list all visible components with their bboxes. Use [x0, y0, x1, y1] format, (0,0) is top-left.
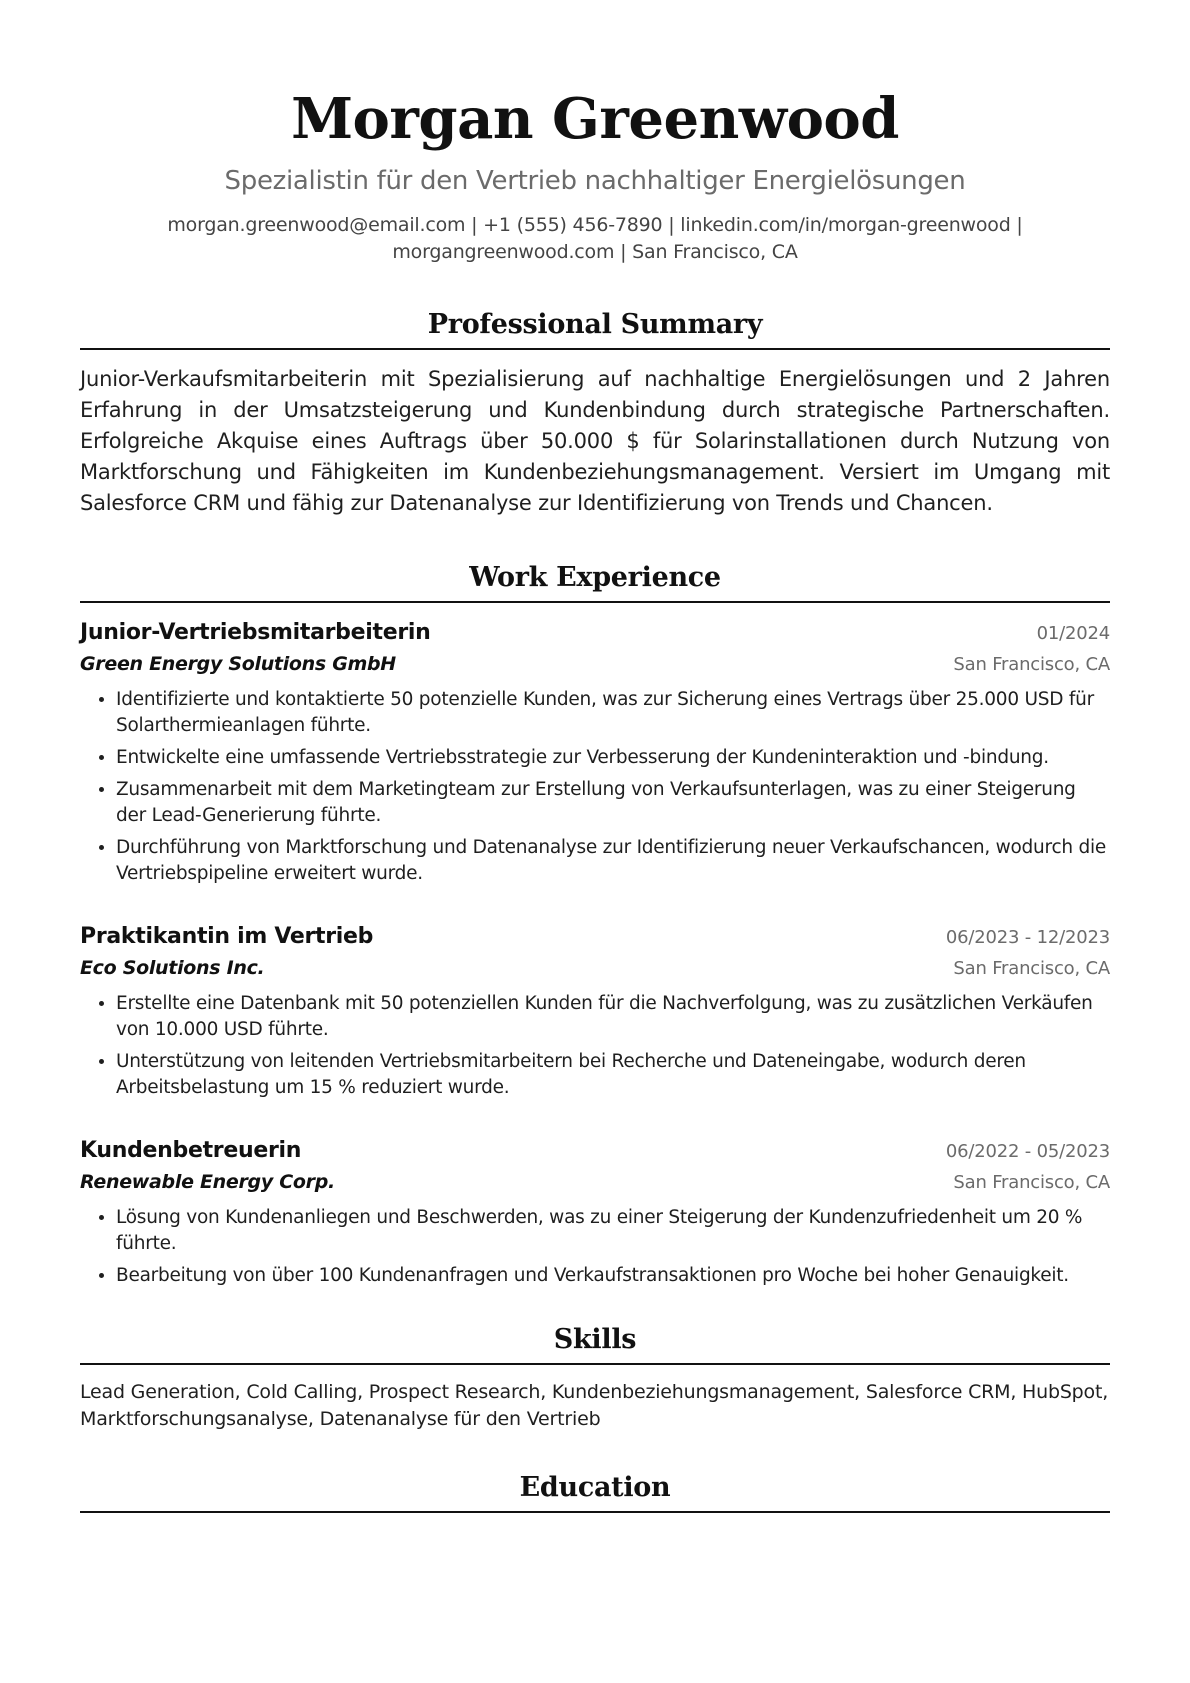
job-header-row: [80, 921, 1110, 953]
job-bullets: [80, 1205, 1110, 1289]
job-bullet: • Bearbeitung von über 100 Kundenanfragen und Verkaufstransaktionen pro Woche bei hoher Genauigkeit.: [116, 1263, 1110, 1289]
job-location: San Francisco, CA: [953, 958, 1110, 979]
job-company-row: [80, 1167, 1110, 1197]
job-entry: [80, 617, 1110, 887]
job-title: Kundenbetreuerin: [80, 1138, 302, 1163]
summary-text: Junior-Verkaufsmitarbeiterin mit Spezialisierung auf nachhaltige Energielösungen und 2 Jahren Erfahrung in der Umsatzsteigerung und Kundenbindung durch strategische Partnerschaften. Erfolgreiche Akquise eines Auftrags über 50.000 $ für Solarinstallationen durch Nutzung von Marktforschung und Fähigkeiten im Kundenbeziehungsmanagement. Versiert im Umgang mit Salesforce CRM und fähig zur Datenanalyse zur Identifizierung von Trends und Chancen.: [80, 367, 1110, 515]
job-company: Eco Solutions Inc.: [80, 957, 265, 979]
job-date: 01/2024: [1036, 623, 1110, 644]
job-company-row: [80, 649, 1110, 679]
education-heading: Education: [80, 1471, 1110, 1513]
job-bullet: • Entwickelte eine umfassende Vertriebsstrategie zur Verbesserung der Kundeninteraktion und -bindung.: [116, 745, 1110, 771]
job-company: Renewable Energy Corp.: [80, 1171, 335, 1193]
contact-line-2: morgangreenwood.com | San Francisco, CA: [392, 241, 798, 263]
contact-line-1: morgan.greenwood@email.com | +1 (555) 456-7890 | linkedin.com/in/morgan-greenwood |: [167, 214, 1023, 236]
contact-info: [80, 212, 1110, 266]
job-entry: [80, 921, 1110, 1101]
job-date: 06/2023 - 12/2023: [945, 927, 1110, 948]
job-bullet: • Durchführung von Marktforschung und Datenanalyse zur Identifizierung neuer Verkaufschancen, wodurch die Vertriebspipeline erweitert wurde.: [116, 835, 1110, 887]
job-bullet: • Identifizierte und kontaktierte 50 potenzielle Kunden, was zur Sicherung eines Vertrags über 25.000 USD für Solarthermieanlagen führte.: [116, 687, 1110, 739]
work-experience-heading: Work Experience: [80, 561, 1110, 603]
skills-heading: Skills: [80, 1323, 1110, 1365]
job-header-row: [80, 1135, 1110, 1167]
job-location: San Francisco, CA: [953, 1172, 1110, 1193]
skills-text: Lead Generation, Cold Calling, Prospect Research, Kundenbeziehungsmanagement, Salesforce CRM, HubSpot, Marktforschungsanalyse, Datenanalyse für den Vertrieb: [80, 1381, 1109, 1430]
job-entry: [80, 1135, 1110, 1289]
job-bullet: • Lösung von Kundenanliegen und Beschwerden, was zu einer Steigerung der Kundenzufriedenheit um 20 % führte.: [116, 1205, 1110, 1257]
summary-heading: Professional Summary: [80, 308, 1110, 350]
job-bullets: [80, 991, 1110, 1101]
candidate-name: Morgan Greenwood: [291, 86, 899, 152]
job-header-row: [80, 617, 1110, 649]
job-title: Praktikantin im Vertrieb: [80, 924, 374, 949]
job-bullets: [80, 687, 1110, 887]
job-bullet: • Erstellte eine Datenbank mit 50 potenziellen Kunden für die Nachverfolgung, was zu zusätzlichen Verkäufen von 10.000 USD führte.: [116, 991, 1110, 1043]
job-location: San Francisco, CA: [953, 654, 1110, 675]
job-title: Junior-Vertriebsmitarbeiterin: [80, 620, 431, 645]
job-company: Green Energy Solutions GmbH: [80, 653, 396, 675]
job-bullet: • Unterstützung von leitenden Vertriebsmitarbeitern bei Recherche und Dateneingabe, wodurch deren Arbeitsbelastung um 15 % reduziert wurde.: [116, 1049, 1110, 1101]
job-company-row: [80, 953, 1110, 983]
job-date: 06/2022 - 05/2023: [945, 1141, 1110, 1162]
job-bullet: • Zusammenarbeit mit dem Marketingteam zur Erstellung von Verkaufsunterlagen, was zu einer Steigerung der Lead-Generierung führte.: [116, 777, 1110, 829]
candidate-subtitle: Spezialistin für den Vertrieb nachhaltiger Energielösungen: [224, 166, 966, 196]
